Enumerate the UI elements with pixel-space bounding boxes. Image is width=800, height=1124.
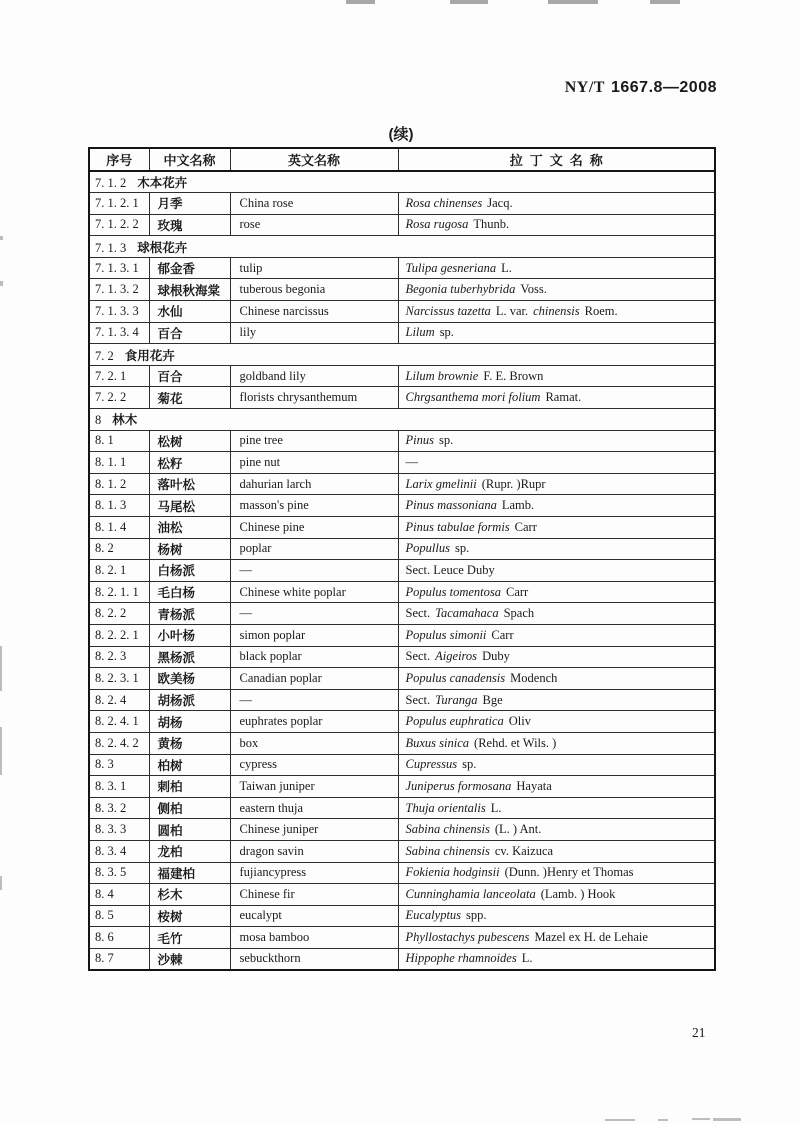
table-header-row (89, 148, 715, 171)
table-row (89, 819, 715, 841)
table-row (89, 560, 715, 582)
table-row (89, 473, 715, 495)
latin-italic-segment: Pinus tabulae formis (405, 519, 510, 534)
table-row (89, 538, 715, 560)
chinese-name-cell: 玫瑰 (149, 214, 230, 236)
header-cell-english-name: 英文名称 (230, 148, 398, 171)
english-name-cell: masson's pine (230, 495, 398, 517)
table-row (89, 927, 715, 949)
row-number-cell: 7. 1. 3. 3 (89, 301, 149, 323)
latin-roman-segment: spp. (466, 908, 487, 923)
latin-name-cell (398, 732, 715, 754)
section-number: 7. 1. 2 (95, 176, 127, 191)
chinese-name-cell: 郁金香 (149, 257, 230, 279)
table-body (89, 171, 715, 970)
section-label (89, 409, 715, 431)
standard-number-code: 1667.8—2008 (610, 79, 717, 96)
table-row (89, 948, 715, 970)
row-number-cell: 7. 1. 3. 1 (89, 257, 149, 279)
table-row (89, 603, 715, 625)
row-number-cell: 8. 3. 5 (89, 862, 149, 884)
section-title: 林木 (112, 413, 138, 428)
table-row (89, 668, 715, 690)
chinese-name-cell: 黑杨派 (149, 646, 230, 668)
chinese-name-cell: 落叶松 (149, 473, 230, 495)
latin-name-cell (398, 560, 715, 582)
latin-roman-segment: Spach (503, 606, 535, 621)
chinese-name-cell: 杉木 (149, 884, 230, 906)
section-row (89, 236, 715, 258)
latin-italic-segment: Tacamahaca (435, 606, 499, 621)
table-row (89, 581, 715, 603)
table-row (89, 689, 715, 711)
english-name-cell: tuberous begonia (230, 279, 398, 301)
scan-artifact-left-3 (0, 646, 2, 691)
english-name-cell: dahurian larch (230, 473, 398, 495)
latin-roman-segment: Thunb. (473, 217, 510, 232)
scan-artifact-left-2 (0, 281, 3, 286)
latin-italic-segment: Phyllostachys pubescens (405, 930, 530, 945)
row-number-cell: 8. 2. 4 (89, 689, 149, 711)
row-number-cell: 8. 2. 2 (89, 603, 149, 625)
latin-italic-segment: Popullus (405, 541, 450, 556)
english-name-cell: Taiwan juniper (230, 776, 398, 798)
table-row (89, 905, 715, 927)
chinese-name-cell: 龙柏 (149, 840, 230, 862)
latin-italic-segment: Pinus massoniana (405, 498, 497, 513)
latin-name-cell (398, 668, 715, 690)
english-name-cell: pine tree (230, 430, 398, 452)
header-cell-latin-name: 拉丁文名称 (398, 148, 715, 171)
row-number-cell: 8. 4 (89, 884, 149, 906)
continued-label: (续) (388, 126, 414, 143)
latin-roman-segment: Carr (514, 519, 537, 534)
scan-artifact-top-4 (650, 0, 680, 4)
latin-roman-segment: L. (490, 800, 502, 815)
english-name-cell: fujiancypress (230, 862, 398, 884)
section-title: 木本花卉 (137, 176, 188, 191)
row-number-cell: 7. 2. 1 (89, 365, 149, 387)
latin-name-cell (398, 819, 715, 841)
chinese-name-cell: 胡杨派 (149, 689, 230, 711)
chinese-name-cell: 毛竹 (149, 927, 230, 949)
row-number-cell: 8. 2. 1 (89, 560, 149, 582)
table-row (89, 430, 715, 452)
english-name-cell: — (230, 560, 398, 582)
latin-roman-segment: L. var. (495, 303, 529, 318)
row-number-cell: 8. 1. 2 (89, 473, 149, 495)
section-label (89, 236, 715, 258)
table-row (89, 732, 715, 754)
row-number-cell: 7. 1. 3. 4 (89, 322, 149, 344)
table-row (89, 257, 715, 279)
latin-roman-segment: Carr (491, 627, 514, 642)
chinese-name-cell: 桉树 (149, 905, 230, 927)
table-row (89, 754, 715, 776)
row-number-cell: 7. 1. 3. 2 (89, 279, 149, 301)
latin-roman-segment: sp. (454, 541, 470, 556)
section-number: 7. 1. 3 (95, 240, 127, 255)
english-name-cell: Chinese juniper (230, 819, 398, 841)
latin-roman-segment: sp. (462, 757, 477, 772)
scan-artifact-top-3 (548, 0, 598, 4)
chinese-name-cell: 柏树 (149, 754, 230, 776)
latin-roman-segment: Lamb. (501, 498, 535, 513)
latin-roman-segment: (Rupr. )Rupr (481, 476, 546, 491)
chinese-name-cell: 松树 (149, 430, 230, 452)
english-name-cell: Chinese pine (230, 517, 398, 539)
chinese-name-cell: 小叶杨 (149, 624, 230, 646)
latin-italic-segment: Sabina chinensis (405, 843, 490, 858)
latin-italic-segment: Cupressus (405, 757, 458, 772)
english-name-cell: cypress (230, 754, 398, 776)
chinese-name-cell: 欧美杨 (149, 668, 230, 690)
latin-name-cell (398, 322, 715, 344)
latin-name-cell (398, 301, 715, 323)
latin-name-cell (398, 538, 715, 560)
table-row (89, 797, 715, 819)
latin-italic-segment: Rosa rugosa (405, 217, 469, 232)
english-name-cell: tulip (230, 257, 398, 279)
latin-italic-segment: Begonia tuberhybrida (405, 282, 516, 297)
section-row (89, 171, 715, 193)
table-row (89, 214, 715, 236)
row-number-cell: 8. 6 (89, 927, 149, 949)
latin-italic-segment: Populus euphratica (405, 714, 504, 729)
row-number-cell: 7. 1. 2. 2 (89, 214, 149, 236)
row-number-cell: 7. 1. 2. 1 (89, 193, 149, 215)
row-number-cell: 8. 3. 2 (89, 797, 149, 819)
row-number-cell: 8. 5 (89, 905, 149, 927)
latin-italic-segment: Cunninghamia lanceolata (405, 886, 536, 901)
english-name-cell: box (230, 732, 398, 754)
latin-roman-segment: (Rehd. et Wils. ) (474, 735, 557, 750)
latin-roman-segment: Sect. Leuce Duby (405, 562, 495, 577)
english-name-cell: — (230, 689, 398, 711)
chinese-name-cell: 球根秋海棠 (149, 279, 230, 301)
latin-roman-segment: Hayata (516, 778, 552, 793)
latin-italic-segment: Turanga (435, 692, 478, 707)
latin-name-cell (398, 517, 715, 539)
row-number-cell: 8. 1. 3 (89, 495, 149, 517)
scan-artifact-bottom-3 (692, 1118, 710, 1120)
row-number-cell: 8. 2 (89, 538, 149, 560)
latin-name-cell (398, 754, 715, 776)
latin-roman-segment: Mazel ex H. de Lehaie (534, 930, 648, 945)
chinese-name-cell: 菊花 (149, 387, 230, 409)
page-number: 21 (692, 1025, 706, 1040)
table-row (89, 711, 715, 733)
english-name-cell: — (230, 603, 398, 625)
table-row (89, 517, 715, 539)
scan-artifact-top-1 (346, 0, 375, 4)
latin-name-cell (398, 776, 715, 798)
english-name-cell: sebuckthorn (230, 948, 398, 970)
row-number-cell: 7. 2. 2 (89, 387, 149, 409)
header-cell-chinese-name: 中文名称 (149, 148, 230, 171)
latin-name-cell (398, 646, 715, 668)
table-row (89, 301, 715, 323)
latin-italic-segment: Sabina chinensis (405, 822, 490, 837)
chinese-name-cell: 马尾松 (149, 495, 230, 517)
english-name-cell: simon poplar (230, 624, 398, 646)
scan-artifact-bottom-1 (605, 1119, 635, 1121)
english-name-cell: Chinese fir (230, 884, 398, 906)
latin-italic-segment: chinensis (533, 303, 580, 318)
latin-italic-segment: Populus simonii (405, 627, 487, 642)
latin-name-cell (398, 711, 715, 733)
row-number-cell: 8. 3 (89, 754, 149, 776)
english-name-cell: poplar (230, 538, 398, 560)
section-row (89, 409, 715, 431)
row-number-cell: 8. 1. 1 (89, 452, 149, 474)
table-row (89, 495, 715, 517)
latin-italic-segment: Buxus sinica (405, 735, 470, 750)
chinese-name-cell: 百合 (149, 322, 230, 344)
english-name-cell: euphrates poplar (230, 711, 398, 733)
latin-name-cell (398, 473, 715, 495)
chinese-name-cell: 月季 (149, 193, 230, 215)
row-number-cell: 8. 2. 2. 1 (89, 624, 149, 646)
latin-name-cell (398, 279, 715, 301)
scan-artifact-left-4 (0, 727, 2, 775)
english-name-cell: black poplar (230, 646, 398, 668)
english-name-cell: eastern thuja (230, 797, 398, 819)
chinese-name-cell: 侧柏 (149, 797, 230, 819)
scan-artifact-left-1 (0, 236, 3, 240)
latin-name-cell (398, 581, 715, 603)
latin-name-cell (398, 193, 715, 215)
row-number-cell: 8. 2. 3 (89, 646, 149, 668)
section-number: 8 (95, 413, 102, 428)
latin-italic-segment: Fokienia hodginsii (405, 865, 500, 880)
section-title: 食用花卉 (124, 348, 175, 363)
latin-roman-segment: Roem. (584, 303, 618, 318)
latin-name-cell (398, 387, 715, 409)
latin-italic-segment: Thuja orientalis (405, 800, 486, 815)
chinese-name-cell: 福建柏 (149, 862, 230, 884)
latin-roman-segment: Sect. (405, 692, 431, 707)
latin-roman-segment: F. E. Brown (483, 368, 544, 383)
english-name-cell: Chinese white poplar (230, 581, 398, 603)
latin-italic-segment: Rosa chinenses (405, 195, 483, 210)
latin-name-cell (398, 257, 715, 279)
latin-italic-segment: Populus canadensis (405, 670, 506, 685)
latin-roman-segment: sp. (438, 433, 454, 448)
chinese-name-cell: 沙棘 (149, 948, 230, 970)
latin-roman-segment: (Dunn. )Henry et Thomas (504, 865, 634, 880)
scan-artifact-top-2 (450, 0, 488, 4)
latin-roman-segment: L. (521, 951, 533, 966)
section-label (89, 171, 715, 193)
latin-name-cell (398, 624, 715, 646)
chinese-name-cell: 刺柏 (149, 776, 230, 798)
table-row (89, 624, 715, 646)
latin-italic-segment: Chrgsanthema mori folium (405, 390, 541, 405)
chinese-name-cell: 毛白杨 (149, 581, 230, 603)
table-row (89, 884, 715, 906)
chinese-name-cell: 白杨派 (149, 560, 230, 582)
latin-name-cell (398, 365, 715, 387)
table-row (89, 646, 715, 668)
scan-artifact-bottom-2 (658, 1119, 668, 1121)
english-name-cell: rose (230, 214, 398, 236)
chinese-name-cell: 杨树 (149, 538, 230, 560)
english-name-cell: lily (230, 322, 398, 344)
latin-roman-segment: sp. (439, 325, 454, 340)
chinese-name-cell: 百合 (149, 365, 230, 387)
section-row (89, 344, 715, 366)
latin-name-cell (398, 840, 715, 862)
section-title: 球根花卉 (137, 240, 188, 255)
latin-name-cell (398, 948, 715, 970)
latin-roman-segment: Ramat. (545, 390, 582, 405)
chinese-name-cell: 青杨派 (149, 603, 230, 625)
latin-italic-segment: Lilum (405, 325, 435, 340)
table-row (89, 776, 715, 798)
latin-roman-segment: cv. Kaizuca (494, 843, 554, 858)
scan-artifact-bottom-4 (713, 1118, 741, 1121)
section-label (89, 344, 715, 366)
latin-roman-segment: Voss. (520, 282, 547, 297)
latin-roman-segment: Oliv (508, 714, 531, 729)
english-name-cell: Chinese narcissus (230, 301, 398, 323)
latin-name-cell (398, 884, 715, 906)
chinese-name-cell: 油松 (149, 517, 230, 539)
latin-italic-segment: Tulipa gesneriana (405, 260, 497, 275)
scan-artifact-left-5 (0, 876, 2, 890)
row-number-cell: 8. 3. 4 (89, 840, 149, 862)
header-cell-number: 序号 (89, 148, 149, 171)
row-number-cell: 8. 1. 4 (89, 517, 149, 539)
latin-name-cell (398, 430, 715, 452)
latin-name-cell (398, 862, 715, 884)
latin-roman-segment: Carr (505, 584, 529, 599)
table-row (89, 862, 715, 884)
table-row (89, 193, 715, 215)
table-row (89, 840, 715, 862)
latin-roman-segment: Sect. (405, 606, 431, 621)
row-number-cell: 8. 3. 1 (89, 776, 149, 798)
latin-roman-segment: (L. ) Ant. (494, 822, 542, 837)
chinese-name-cell: 圆柏 (149, 819, 230, 841)
latin-name-cell (398, 905, 715, 927)
latin-italic-segment: Aigeiros (435, 649, 478, 664)
latin-italic-segment: Populus tomentosa (405, 584, 501, 599)
latin-italic-segment: Larix gmelinii (405, 476, 477, 491)
row-number-cell: 8. 2. 4. 2 (89, 732, 149, 754)
english-name-cell: eucalypt (230, 905, 398, 927)
chinese-name-cell: 胡杨 (149, 711, 230, 733)
latin-name-cell (398, 689, 715, 711)
chinese-name-cell: 水仙 (149, 301, 230, 323)
latin-roman-segment: Jacq. (487, 195, 513, 210)
english-name-cell: goldband lily (230, 365, 398, 387)
table-row (89, 452, 715, 474)
latin-name-cell (398, 452, 715, 474)
latin-roman-segment: — (405, 455, 418, 470)
row-number-cell: 8. 2. 3. 1 (89, 668, 149, 690)
english-name-cell: dragon savin (230, 840, 398, 862)
latin-italic-segment: Narcissus tazetta (405, 303, 491, 318)
row-number-cell: 8. 3. 3 (89, 819, 149, 841)
latin-roman-segment: Bge (482, 692, 503, 707)
english-name-cell: florists chrysanthemum (230, 387, 398, 409)
latin-italic-segment: Lilum brownie (405, 368, 479, 383)
latin-roman-segment: Sect. (405, 649, 431, 664)
latin-roman-segment: Duby (482, 649, 510, 664)
latin-roman-segment: Modench (510, 670, 558, 685)
standard-number-prefix: NY/T (564, 79, 605, 96)
english-name-cell: mosa bamboo (230, 927, 398, 949)
section-number: 7. 2 (95, 348, 114, 363)
latin-roman-segment: (Lamb. ) Hook (540, 886, 616, 901)
latin-italic-segment: Eucalyptus (405, 908, 462, 923)
latin-italic-segment: Juniperus formosana (405, 778, 512, 793)
standard-number (565, 79, 717, 97)
chinese-name-cell: 黄杨 (149, 732, 230, 754)
latin-italic-segment: Hippophe rhamnoides (405, 951, 517, 966)
table-row (89, 279, 715, 301)
row-number-cell: 8. 2. 1. 1 (89, 581, 149, 603)
plant-names-table (88, 147, 716, 971)
latin-name-cell (398, 495, 715, 517)
latin-name-cell (398, 797, 715, 819)
row-number-cell: 8. 7 (89, 948, 149, 970)
table-row (89, 322, 715, 344)
latin-italic-segment: Pinus (405, 433, 434, 448)
latin-name-cell (398, 214, 715, 236)
english-name-cell: Canadian poplar (230, 668, 398, 690)
row-number-cell: 8. 1 (89, 430, 149, 452)
latin-name-cell (398, 927, 715, 949)
chinese-name-cell: 松籽 (149, 452, 230, 474)
table-row (89, 387, 715, 409)
english-name-cell: pine nut (230, 452, 398, 474)
table-row (89, 365, 715, 387)
english-name-cell: China rose (230, 193, 398, 215)
latin-roman-segment: L. (501, 260, 512, 275)
row-number-cell: 8. 2. 4. 1 (89, 711, 149, 733)
latin-name-cell (398, 603, 715, 625)
